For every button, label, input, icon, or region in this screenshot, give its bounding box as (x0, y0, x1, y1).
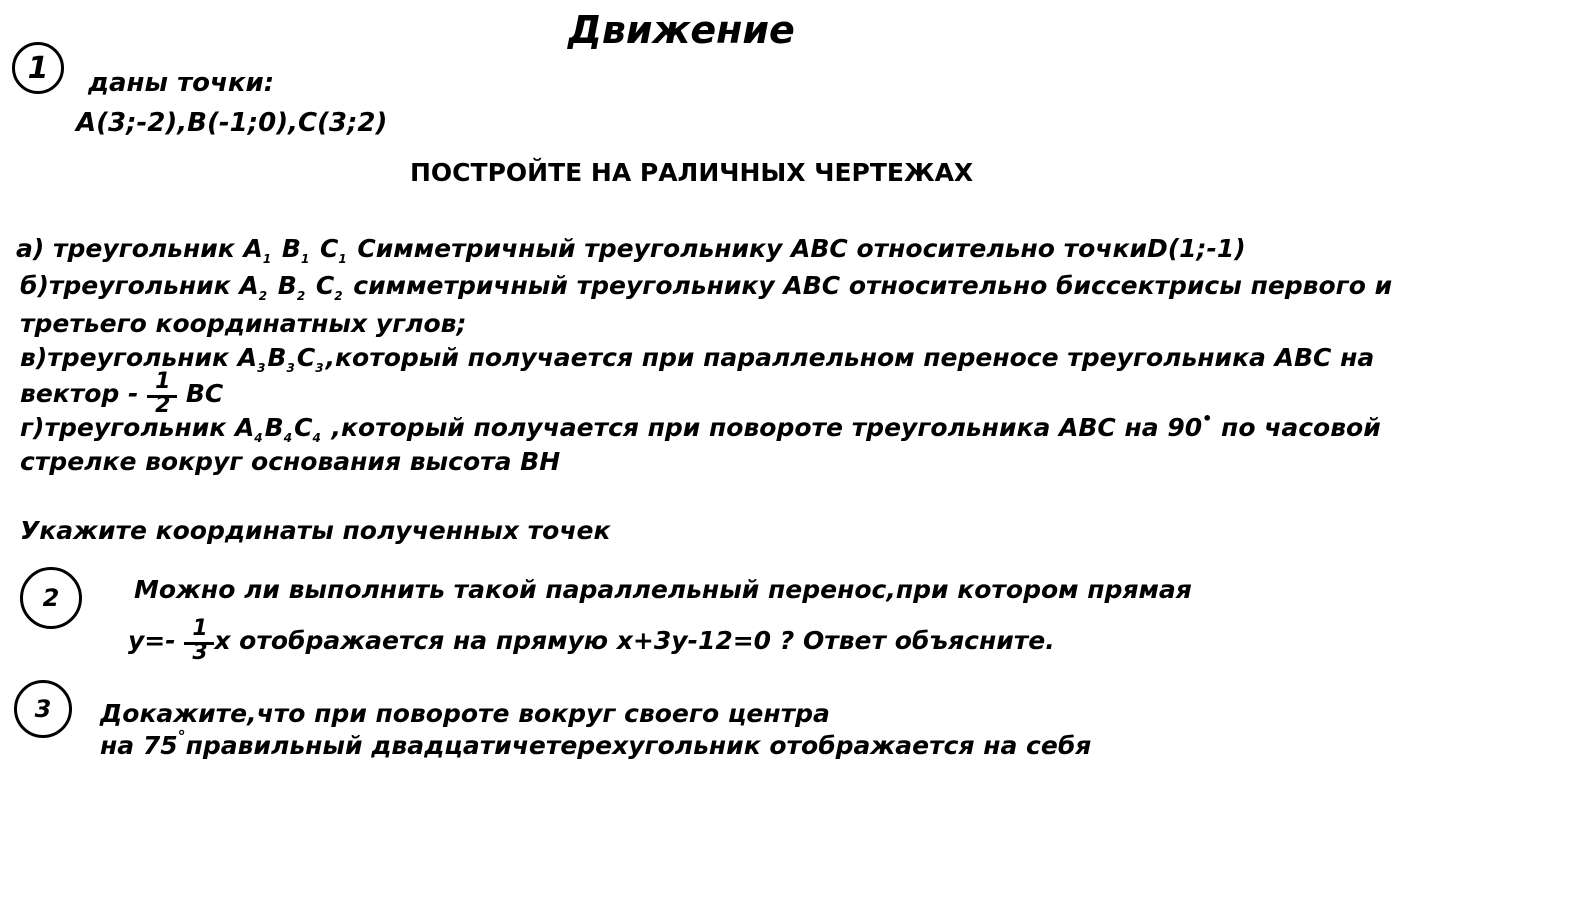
task-3-line2: на 75°правильный двадцатичетерехугольник отображается на себя (100, 727, 1092, 760)
task-1v: в)треугольник $A_3B_3C_3,который$ получается при параллельном переносе треугольника АВС на (20, 343, 1375, 375)
fraction-one-half: $\frac{1}{2}$ (147, 375, 177, 415)
degree-mark: ° (177, 727, 186, 746)
degree-mark: • (1202, 409, 1213, 428)
page-title: Движение (568, 8, 795, 52)
task-1g-line2: стрелке вокруг основания высота ВН (20, 447, 561, 476)
task-1-number: 1 (27, 50, 49, 86)
task-1a: а) треугольник $A_1$ $B_1$ $C_1$ Симметричный треугольнику АВС относительно точкиD(1;-1) (16, 234, 1246, 266)
task-1-coords-prompt: Укажите координаты полученных точек (20, 516, 611, 545)
task-2-number: 2 (42, 584, 60, 612)
task-1-instruction: ПОСТРОЙТЕ НА РАЛИЧНЫХ ЧЕРТЕЖАХ (410, 158, 974, 187)
task-3-number-circle (14, 680, 72, 738)
task-1g: г)треугольник $A_4B_4C_4$ ,который получается при повороте треугольника АВС на 90• по часовой (20, 409, 1381, 445)
task-1b: б)треугольник $A_2$ $B_2$ $C_2$ симметричный треугольнику АВС относительно биссектрисы первого и (20, 271, 1393, 303)
task-1b-line2: третьего координатных углов; (20, 309, 467, 338)
fraction-one-third: $\frac{1}{3}$ (184, 622, 214, 662)
task-2-line1: Можно ли выполнить такой параллельный перенос,при котором прямая (134, 575, 1192, 604)
task-1v-line2: вектор - $\frac{1}{2}$ BC (20, 369, 224, 418)
task-2-line2: y=- $\frac{1}{3}$ x отображается на прямую x+3y-12=0 ? Ответ объясните. (128, 616, 1055, 665)
task-1-given: даны точки: (88, 68, 275, 98)
task-2-number-circle (20, 567, 82, 629)
task-1-number-circle (12, 42, 64, 94)
task-3-number: 3 (34, 695, 52, 723)
task-3-line1: Докажите,что при повороте вокруг своего центра (100, 699, 830, 728)
task-1-points: A(3;-2),B(-1;0),C(3;2) (76, 108, 388, 138)
